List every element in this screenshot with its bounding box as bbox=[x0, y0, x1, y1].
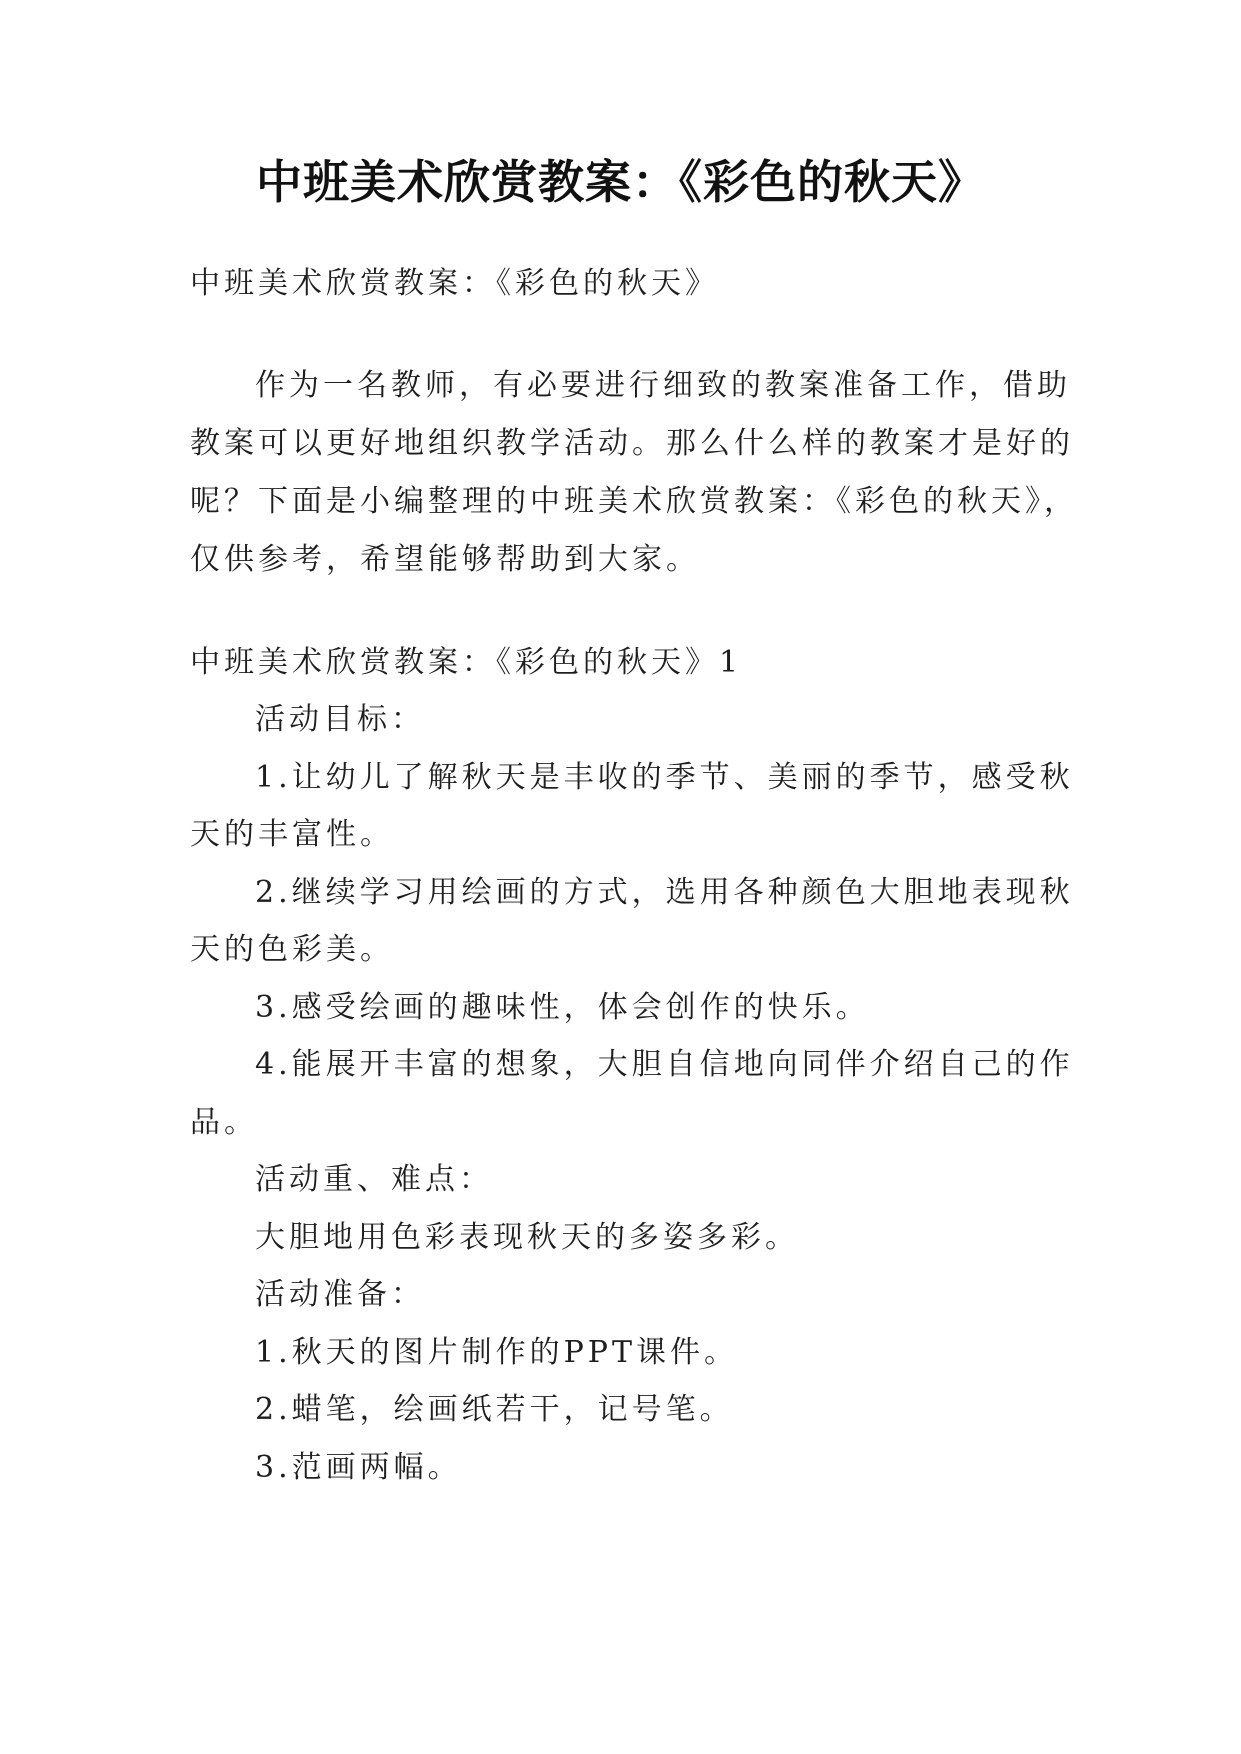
prep-line-2: 2.蜡笔，绘画纸若干，记号笔。 bbox=[255, 1392, 734, 1427]
key-heading: 活动重、难点： bbox=[255, 1162, 493, 1197]
goal-line-7: 品。 bbox=[190, 1105, 258, 1140]
goal-line-2: 天的丰富性。 bbox=[190, 817, 394, 852]
intro-line-4: 仅供参考，希望能够帮助到大家。 bbox=[190, 542, 700, 577]
intro-line-2: 教案可以更好地组织教学活动。那么什么样的教案才是好的 bbox=[190, 426, 1074, 461]
goals-heading: 活动目标： bbox=[255, 702, 425, 737]
goal-line-1: 1.让幼儿了解秋天是丰收的季节、美丽的季节，感受秋 bbox=[255, 760, 1074, 795]
prep-line-3: 3.范画两幅。 bbox=[255, 1450, 462, 1485]
document-title: 中班美术欣赏教案：《彩色的秋天》 bbox=[256, 155, 985, 209]
goal-line-5: 3.感受绘画的趣味性，体会创作的快乐。 bbox=[255, 990, 870, 1025]
key-text: 大胆地用色彩表现秋天的多姿多彩。 bbox=[255, 1220, 799, 1255]
intro-line-3: 呢？下面是小编整理的中班美术欣赏教案：《彩色的秋天》， bbox=[190, 484, 1078, 519]
prep-line-1: 1.秋天的图片制作的PPT课件。 bbox=[255, 1335, 739, 1370]
intro-line-1: 作为一名教师，有必要进行细致的教案准备工作，借助 bbox=[255, 368, 1071, 403]
prep-heading: 活动准备： bbox=[255, 1277, 425, 1312]
subtitle: 中班美术欣赏教案：《彩色的秋天》 bbox=[190, 266, 719, 301]
goal-line-3: 2.继续学习用绘画的方式，选用各种颜色大胆地表现秋 bbox=[255, 875, 1074, 910]
section-title: 中班美术欣赏教案：《彩色的秋天》1 bbox=[190, 645, 743, 680]
goal-line-4: 天的色彩美。 bbox=[190, 932, 394, 967]
goal-line-6: 4.能展开丰富的想象，大胆自信地向同伴介绍自己的作 bbox=[255, 1047, 1074, 1082]
